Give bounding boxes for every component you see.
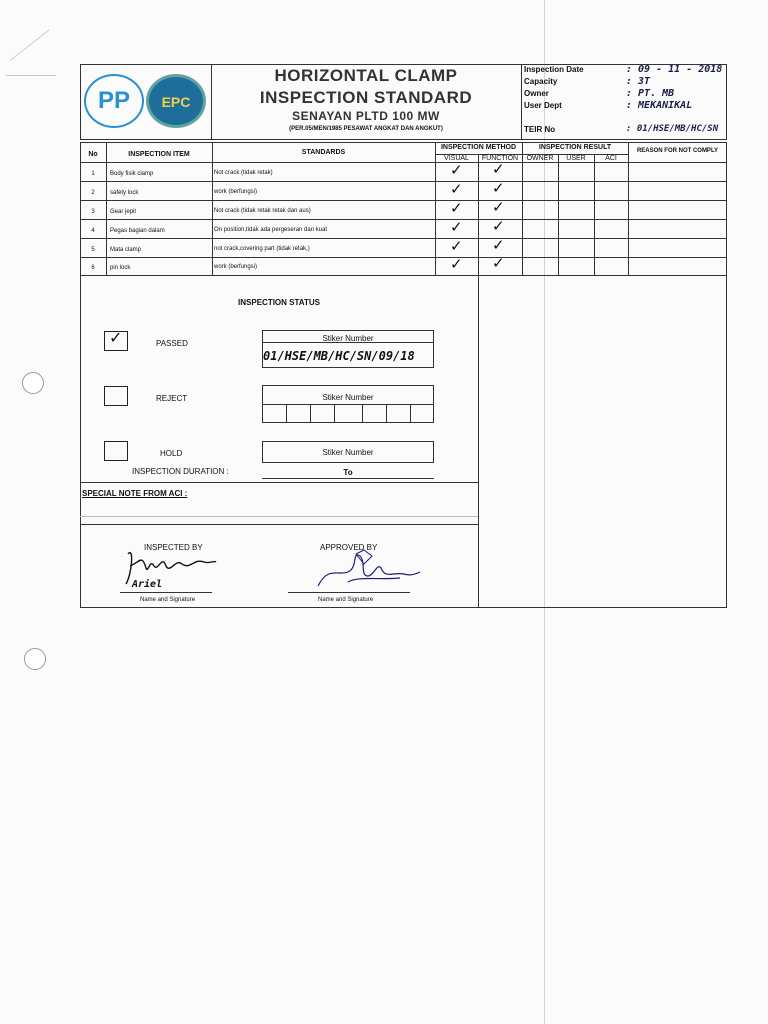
passed-sticker-label: Stiker Number (322, 334, 374, 343)
row-item: Body fisik clamp (110, 171, 154, 177)
visual-check-mark: ✓ (450, 162, 463, 179)
approved-by-label: APPROVED BY (320, 543, 378, 552)
col-item-header: INSPECTION ITEM (128, 151, 190, 158)
visual-check-mark: ✓ (450, 238, 463, 255)
form-title-line1: HORIZONTAL CLAMP (274, 66, 458, 85)
punch-hole (22, 372, 44, 394)
inspection-date-label: Inspection Date (524, 65, 584, 74)
row-item: Mata clamp (110, 247, 142, 253)
row-no: 4 (91, 228, 95, 234)
col-aci-header: ACI (605, 155, 617, 162)
inspection-status-heading: INSPECTION STATUS (238, 298, 320, 307)
inspected-by-label: INSPECTED BY (144, 543, 203, 552)
row-no: 6 (91, 265, 95, 271)
row-standard: work (berfungsi) (214, 264, 258, 270)
approver-signature (308, 546, 428, 596)
col-reason-header: REASON FOR NOT COMPLY (636, 148, 719, 154)
col-visual-header: VISUAL (444, 155, 469, 162)
col-no-header: No (88, 151, 98, 158)
visual-check-mark: ✓ (450, 181, 463, 198)
visual-check-mark: ✓ (450, 219, 463, 236)
user-dept-value: : MEKANIKAL (626, 100, 693, 111)
function-check-mark: ✓ (492, 237, 505, 254)
function-check-mark: ✓ (492, 255, 505, 272)
passed-check-mark: ✓ (109, 330, 123, 347)
pp-logo: PP (84, 74, 144, 128)
capacity-label: Capacity (524, 77, 558, 86)
corner-mark (10, 29, 50, 61)
teir-label: TEIR No (524, 125, 556, 134)
inspector-name: Ariel (132, 579, 163, 590)
col-owner-header: OWNER (526, 155, 554, 162)
duration-to-label: To (343, 468, 353, 477)
row-no: 2 (91, 190, 95, 196)
epc-logo: EPC (146, 74, 206, 128)
col-result-header: INSPECTION RESULT (538, 144, 612, 151)
row-standard: work (berfungsi) (214, 189, 258, 195)
hold-checkbox[interactable] (104, 441, 128, 461)
function-check-mark: ✓ (492, 199, 505, 216)
teir-value: : 01/HSE/MB/HC/SN (626, 124, 719, 134)
approver-name-signature-label: Name and Signature (318, 597, 374, 603)
capacity-value: : 3T (626, 76, 651, 87)
row-no: 1 (91, 171, 95, 177)
inspection-form (80, 64, 727, 608)
function-check-mark: ✓ (492, 180, 505, 197)
visual-check-mark: ✓ (450, 200, 463, 217)
col-standards-header: STANDARDS (301, 149, 346, 156)
row-standard: Not crack (tidak retak retak dan aus) (214, 208, 311, 214)
row-item: safety lock (110, 190, 139, 196)
function-check-mark: ✓ (492, 161, 505, 178)
reject-checkbox[interactable] (104, 386, 128, 406)
row-item: pin lock (110, 265, 131, 271)
punch-hole (24, 648, 46, 670)
hold-label: HOLD (160, 449, 183, 458)
inspection-duration-label: INSPECTION DURATION : (132, 467, 229, 476)
col-function-header: FUNCTION (481, 155, 519, 162)
row-no: 3 (91, 209, 95, 215)
user-dept-label: User Dept (524, 101, 562, 110)
function-check-mark: ✓ (492, 218, 505, 235)
inspector-name-signature-label: Name and Signature (140, 597, 196, 603)
passed-label: PASSED (156, 339, 188, 348)
hold-sticker-label: Stiker Number (322, 448, 374, 457)
corner-mark (6, 75, 56, 76)
row-standard: not crack,covering part (tidak retak,) (214, 246, 310, 252)
regulation-text: (PER.05/MEN/1985 PESAWAT ANGKAT DAN ANGKUT) (289, 126, 443, 132)
row-item: Pegas bagian dalam (110, 228, 165, 234)
col-user-header: USER (566, 155, 586, 162)
form-subtitle: SENAYAN PLTD 100 MW (292, 109, 440, 123)
row-no: 5 (91, 247, 95, 253)
reject-sticker-label: Stiker Number (322, 393, 374, 402)
visual-check-mark: ✓ (450, 256, 463, 273)
inspection-date-value: : 09 - 11 - 2018 (626, 64, 723, 75)
passed-sticker-value: 01/HSE/MB/HC/SN/09/18 (263, 349, 415, 363)
row-standard: On position,tidak ada pergeseran dan kuat (214, 227, 328, 233)
col-method-header: INSPECTION METHOD (440, 144, 517, 151)
row-item: Gear jepit (110, 209, 137, 215)
owner-label: Owner (524, 89, 549, 98)
row-standard: Not crack (tidak retak) (214, 170, 273, 176)
special-note-label: SPECIAL NOTE FROM ACI : (82, 489, 188, 498)
reject-label: REJECT (156, 394, 188, 403)
owner-value: : PT. MB (626, 88, 675, 99)
form-title-line2: INSPECTION STANDARD (259, 88, 473, 107)
